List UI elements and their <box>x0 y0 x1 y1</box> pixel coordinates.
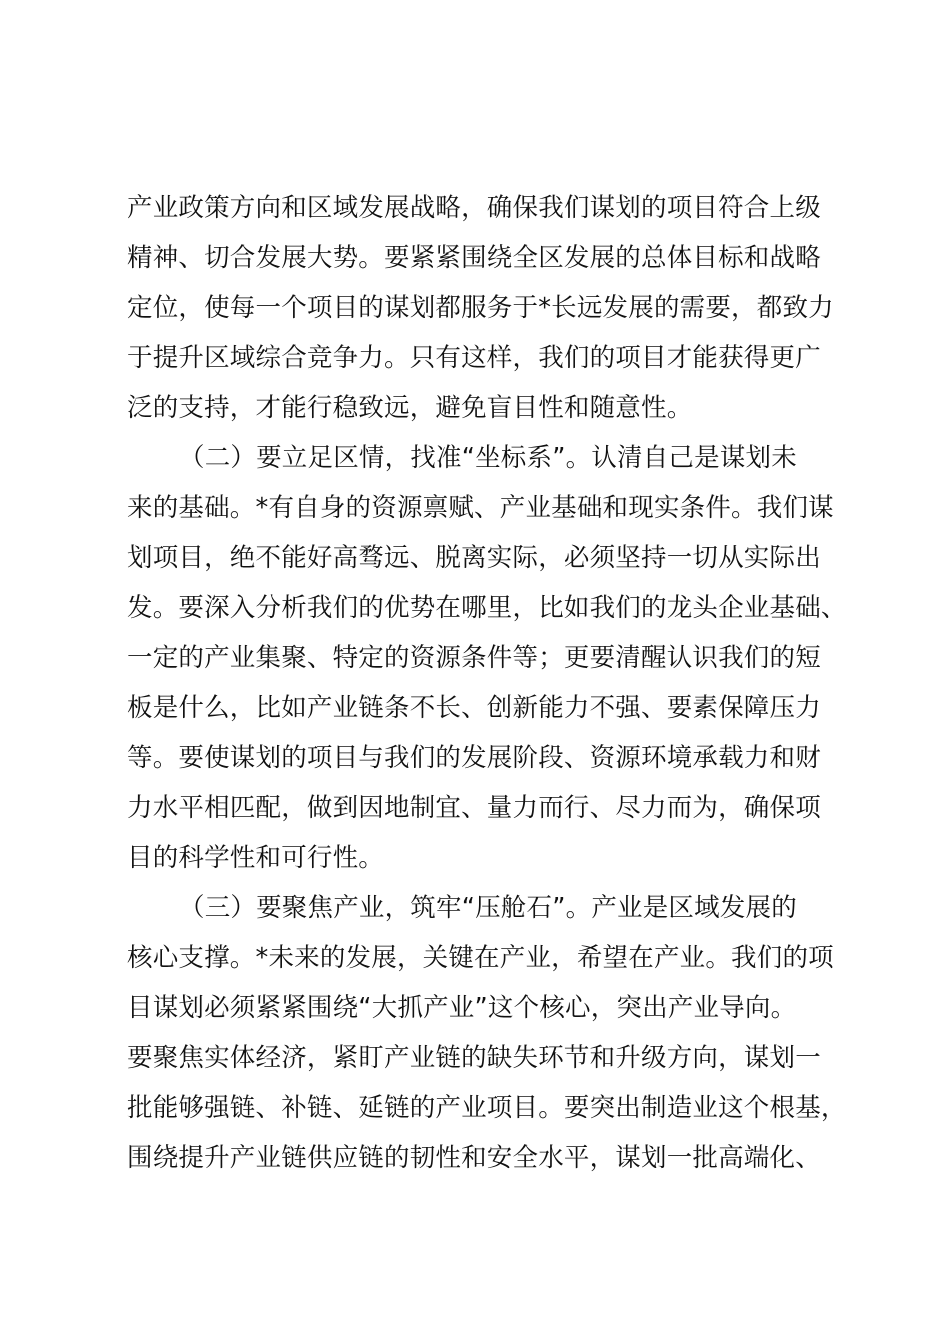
text-line: 精神、切合发展大势。要紧紧围绕全区发展的总体目标和战略 <box>127 243 821 273</box>
text-line: 一定的产业集聚、特定的资源条件等；更要清醒认识我们的短 <box>127 643 821 673</box>
text-line: 等。要使谋划的项目与我们的发展阶段、资源环境承载力和财 <box>127 743 821 773</box>
text-line: 围绕提升产业链供应链的韧性和安全水平，谋划一批高端化、 <box>127 1143 821 1173</box>
text-line: 产业政策方向和区域发展战略，确保我们谋划的项目符合上级 <box>127 193 821 223</box>
text-line: 核心支撑。*未来的发展，关键在产业，希望在产业。我们的项 <box>127 943 834 973</box>
text-line: 发。要深入分析我们的优势在哪里，比如我们的龙头企业基础、 <box>127 593 847 623</box>
text-line: 目的科学性和可行性。 <box>127 843 385 873</box>
text-line: 划项目，绝不能好高骛远、脱离实际，必须坚持一切从实际出 <box>127 543 821 573</box>
body-text <box>127 183 847 1183</box>
section-heading-line: （三）要聚焦产业，筑牢“压舱石”。产业是区域发展的 <box>179 893 797 923</box>
text-line: 定位，使每一个项目的谋划都服务于*长远发展的需要，都致力 <box>127 293 834 323</box>
text-line: 批能够强链、补链、延链的产业项目。要突出制造业这个根基， <box>127 1093 847 1123</box>
text-line: 力水平相匹配，做到因地制宜、量力而行、尽力而为，确保项 <box>127 793 821 823</box>
text-line: 于提升区域综合竞争力。只有这样，我们的项目才能获得更广 <box>127 343 821 373</box>
section-heading-line: （二）要立足区情，找准“坐标系”。认清自己是谋划未 <box>179 443 797 473</box>
text-line: 目谋划必须紧紧围绕“大抓产业”这个核心，突出产业导向。 <box>127 993 797 1023</box>
text-line: 泛的支持，才能行稳致远，避免盲目性和随意性。 <box>127 393 693 423</box>
text-line: 要聚焦实体经济，紧盯产业链的缺失环节和升级方向，谋划一 <box>127 1043 821 1073</box>
text-line: 板是什么，比如产业链条不长、创新能力不强、要素保障压力 <box>127 693 821 723</box>
text-line: 来的基础。*有自身的资源禀赋、产业基础和现实条件。我们谋 <box>127 493 834 523</box>
